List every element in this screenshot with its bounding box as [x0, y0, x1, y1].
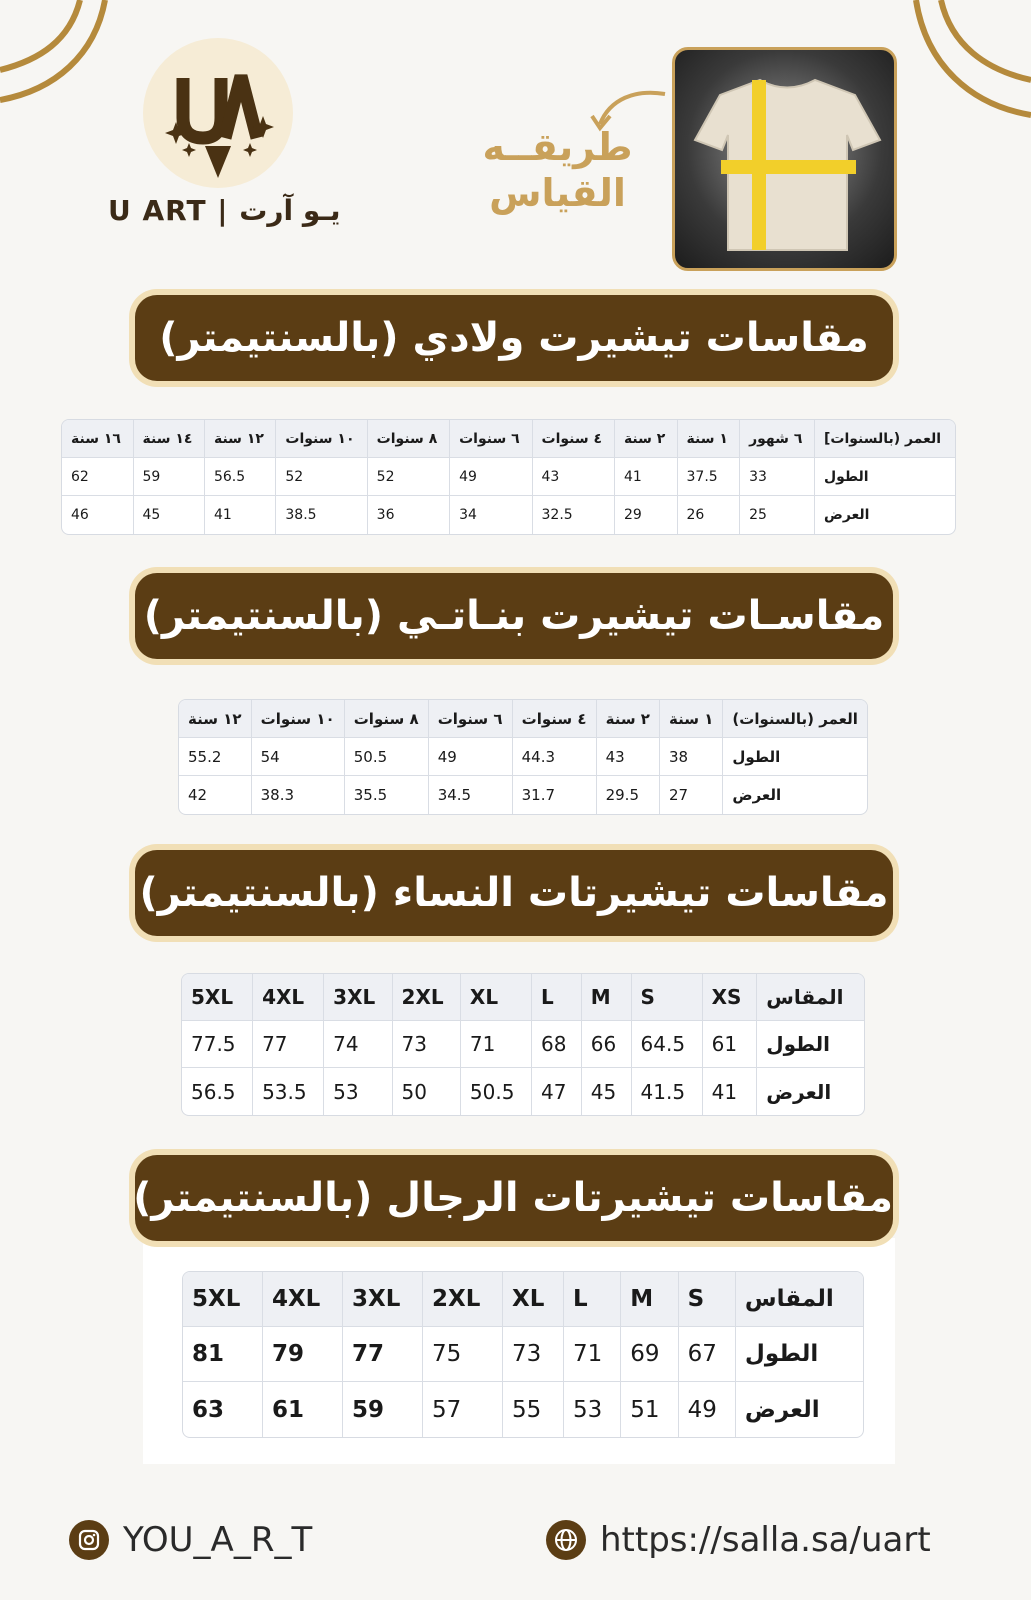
header-cell: XL [460, 974, 531, 1021]
header-cell: 3XL [323, 974, 391, 1021]
table-cell: 37.5 [677, 458, 740, 496]
table-cell: 53 [563, 1382, 620, 1437]
table-row [62, 496, 955, 534]
women-size-table [181, 973, 865, 1116]
table-cell: 43 [532, 458, 614, 496]
header-cell: ١٦ سنة [62, 420, 133, 458]
header-cell: ١ سنة [659, 700, 722, 738]
table-cell: 52 [367, 458, 449, 496]
header-cell: ٨ سنوات [344, 700, 428, 738]
header-cell: S [631, 974, 702, 1021]
table-cell: 45 [581, 1068, 631, 1115]
website-url-text: https://salla.sa/uart [600, 1520, 931, 1560]
header-cell: ٤ سنوات [512, 700, 596, 738]
row-label: العرض [814, 496, 955, 534]
header-cell: ٤ سنوات [532, 420, 614, 458]
header-cell: العمر (بالسنوات) [722, 700, 867, 738]
table-cell: 51 [620, 1382, 677, 1437]
table-cell: 29.5 [596, 776, 659, 814]
table-cell: 81 [183, 1327, 262, 1382]
table-cell: 25 [739, 496, 814, 534]
header-cell: ٢ سنة [614, 420, 677, 458]
header-cell: XS [702, 974, 757, 1021]
table-cell: 42 [188, 786, 208, 804]
table-cell: 73 [392, 1021, 460, 1068]
table-header-row [183, 1272, 863, 1327]
header-cell: XL [502, 1272, 563, 1327]
men-section-title: مقاسات تيشيرتات الرجال (بالسنتيمتر) [135, 1155, 893, 1241]
tshirt-icon [675, 50, 897, 271]
logo-emblem [143, 38, 293, 188]
table-cell: 75 [422, 1327, 502, 1382]
women-section-title: مقاسات تيشيرتات النساء (بالسنتيمتر) [135, 850, 893, 936]
header-cell: ٨ سنوات [367, 420, 449, 458]
table-cell: 55.2 [179, 738, 251, 776]
row-label: الطول [722, 738, 867, 776]
header-cell: L [531, 974, 581, 1021]
brand-logo [108, 38, 341, 227]
table-cell: 47 [531, 1068, 581, 1115]
table-row [182, 1068, 864, 1115]
table-cell: 38.5 [275, 496, 366, 534]
table-cell: 53.5 [252, 1068, 323, 1115]
table-cell: 53 [323, 1068, 391, 1115]
header-cell: 2XL [392, 974, 460, 1021]
table-cell: 52 [275, 458, 366, 496]
header-cell: ١ سنة [677, 420, 740, 458]
table-cell: 54 [251, 738, 344, 776]
table-cell: 61 [702, 1021, 757, 1068]
table-cell: 71 [563, 1327, 620, 1382]
table-cell: 41 [614, 458, 677, 496]
row-label: الطول [735, 1327, 863, 1382]
brand-name: U ART | يـو آرت [108, 194, 341, 227]
table-cell: 46 [71, 507, 89, 523]
table-row [179, 776, 867, 814]
logo-monogram-icon [143, 38, 293, 188]
table-cell: 56.5 [191, 1079, 236, 1104]
table-cell: 49 [449, 458, 531, 496]
header-cell: L [563, 1272, 620, 1327]
table-cell: 69 [620, 1327, 677, 1382]
tape-horizontal [721, 160, 856, 174]
table-cell: 62 [62, 458, 133, 496]
header-cell: المقاس [756, 974, 864, 1021]
table-row [62, 458, 955, 496]
table-cell: 32.5 [532, 496, 614, 534]
website-link[interactable] [546, 1517, 931, 1563]
table-cell: 38 [659, 738, 722, 776]
table-header-row [62, 420, 955, 458]
table-cell: 71 [460, 1021, 531, 1068]
header-cell: S [678, 1272, 735, 1327]
table-cell: 79 [262, 1327, 342, 1382]
curved-arrow-icon [590, 84, 670, 134]
table-cell: 56.5 [204, 458, 275, 496]
header-cell: ٢ سنة [596, 700, 659, 738]
table-row [179, 738, 867, 776]
header-cell: العمر (بالسنوات] [814, 420, 955, 458]
globe-icon [546, 1520, 586, 1560]
table-cell: 63 [192, 1396, 225, 1423]
table-cell: 61 [262, 1382, 342, 1437]
table-cell: 74 [323, 1021, 391, 1068]
table-cell: 41.5 [631, 1068, 702, 1115]
men-size-table [182, 1271, 864, 1438]
table-cell: 35.5 [344, 776, 428, 814]
header-cell: 5XL [182, 974, 252, 1021]
table-cell: 36 [367, 496, 449, 534]
table-cell: 68 [531, 1021, 581, 1068]
row-label: العرض [735, 1382, 863, 1437]
table-cell: 77 [342, 1327, 422, 1382]
table-cell: 44.3 [512, 738, 596, 776]
table-header-row [179, 700, 867, 738]
tshirt-measurement-photo [672, 47, 897, 271]
header-cell: ٦ سنوات [449, 420, 531, 458]
table-cell: 77 [252, 1021, 323, 1068]
table-cell: 26 [677, 496, 740, 534]
table-cell: 59 [342, 1382, 422, 1437]
row-label: الطول [756, 1021, 864, 1068]
corner-ornament-right [911, 0, 1031, 130]
girls-size-table [178, 699, 868, 815]
table-cell: 34.5 [428, 776, 512, 814]
measurement-method-label: طريقــه القياس [482, 125, 633, 215]
table-cell: 67 [678, 1327, 735, 1382]
header-cell: ٦ سنوات [428, 700, 512, 738]
header-cell: M [620, 1272, 677, 1327]
instagram-icon [69, 1520, 109, 1560]
header-cell: 2XL [422, 1272, 502, 1327]
header-cell: ٦ شهور [739, 420, 814, 458]
table-cell: 29 [614, 496, 677, 534]
instagram-handle[interactable] [69, 1517, 312, 1563]
table-cell: 45 [133, 496, 204, 534]
table-cell: 49 [428, 738, 512, 776]
table-cell: 77.5 [182, 1021, 252, 1068]
table-cell: 73 [502, 1327, 563, 1382]
table-cell: 50.5 [344, 738, 428, 776]
girls-section-title: مقاسـات تيشيرت بنـاتـي (بالسنتيمتر) [135, 573, 893, 659]
table-cell: 49 [678, 1382, 735, 1437]
instagram-handle-text: YOU_A_R_T [123, 1520, 313, 1560]
boys-section-title: مقاسات تيشيرت ولادي (بالسنتيمتر) [135, 295, 893, 381]
row-label: العرض [722, 776, 867, 814]
table-cell: 41 [702, 1068, 757, 1115]
table-cell: 27 [659, 776, 722, 814]
table-cell: 50 [392, 1068, 460, 1115]
header-cell: ١٢ سنة [179, 700, 251, 738]
table-cell: 33 [739, 458, 814, 496]
header-cell: 4XL [252, 974, 323, 1021]
row-label: الطول [814, 458, 955, 496]
table-row [182, 1021, 864, 1068]
table-cell: 50.5 [460, 1068, 531, 1115]
table-cell: 55 [502, 1382, 563, 1437]
header-cell: المقاس [735, 1272, 863, 1327]
header-cell: ١٠ سنوات [275, 420, 366, 458]
table-cell: 59 [133, 458, 204, 496]
table-cell: 66 [581, 1021, 631, 1068]
boys-size-table [61, 419, 956, 535]
header-cell: ١٤ سنة [133, 420, 204, 458]
header-cell: 5XL [183, 1272, 262, 1327]
table-cell: 43 [596, 738, 659, 776]
table-cell: 38.3 [251, 776, 344, 814]
corner-ornament-left [0, 0, 110, 120]
table-row [183, 1382, 863, 1437]
table-cell: 31.7 [512, 776, 596, 814]
table-header-row [182, 974, 864, 1021]
header-cell: 3XL [342, 1272, 422, 1327]
row-label: العرض [756, 1068, 864, 1115]
header-cell: ١٢ سنة [204, 420, 275, 458]
header-cell: M [581, 974, 631, 1021]
table-row [183, 1327, 863, 1382]
table-cell: 41 [204, 496, 275, 534]
header-cell: ١٠ سنوات [251, 700, 344, 738]
header-cell: 4XL [262, 1272, 342, 1327]
table-cell: 34 [449, 496, 531, 534]
table-cell: 57 [422, 1382, 502, 1437]
table-cell: 64.5 [631, 1021, 702, 1068]
